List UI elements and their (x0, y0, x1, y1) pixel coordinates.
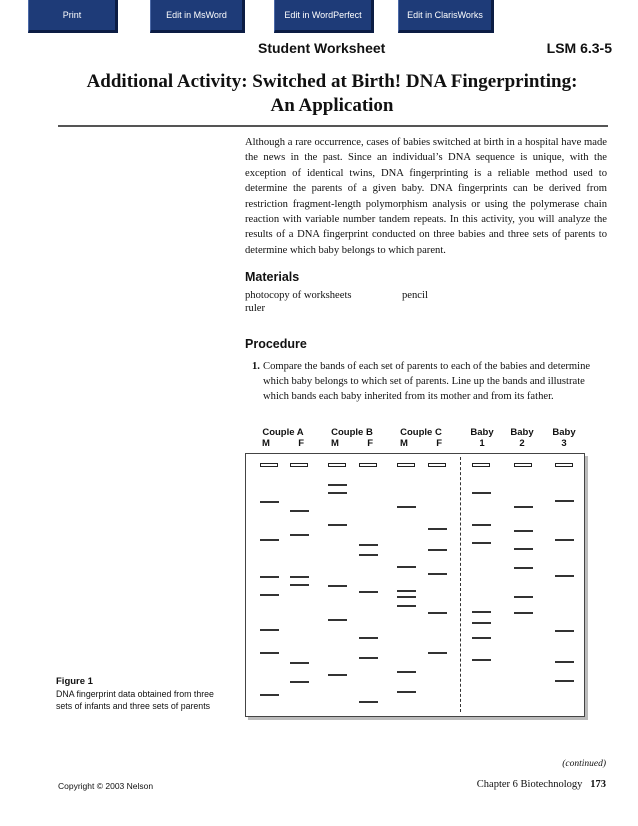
gel-well (428, 463, 446, 467)
group-name: Couple A (262, 427, 304, 438)
step-number: 1. (252, 361, 260, 372)
dna-band (397, 596, 416, 598)
dna-band (514, 612, 533, 614)
dna-band (428, 612, 447, 614)
dna-band (359, 701, 378, 703)
dna-band (428, 549, 447, 551)
dna-band (555, 539, 574, 541)
lane-label: 2 (519, 438, 525, 449)
group-name: Baby (552, 427, 576, 438)
dna-band (472, 622, 491, 624)
dna-band (260, 501, 279, 503)
dna-band (328, 619, 347, 621)
dna-band (290, 510, 309, 512)
material-item: photocopy of worksheets (245, 290, 352, 301)
dna-band (555, 630, 574, 632)
dna-band (359, 544, 378, 546)
worksheet-label: Student Worksheet (258, 40, 386, 56)
dna-band (472, 542, 491, 544)
figure-caption (56, 676, 216, 712)
dna-band (359, 591, 378, 593)
dna-band (555, 680, 574, 682)
column-group-label (256, 427, 310, 449)
materials-heading: Materials (245, 270, 300, 284)
dna-band (514, 506, 533, 508)
group-name: Couple B (331, 427, 373, 438)
dna-band (260, 594, 279, 596)
dna-fingerprint-gel (245, 453, 585, 717)
dna-band (260, 576, 279, 578)
column-group-label (506, 427, 538, 449)
dna-band (260, 539, 279, 541)
lane-label: F (436, 438, 442, 449)
dna-band (328, 585, 347, 587)
dna-band (397, 590, 416, 592)
dna-band (555, 500, 574, 502)
dna-band (260, 629, 279, 631)
step-text: Compare the bands of each set of parents to each of the babies and determine which baby belongs to which set of parents. Line up the bands and illustrate which bands each baby inherited from its mother and from its father. (263, 361, 591, 402)
column-group-label (325, 427, 379, 449)
dna-band (472, 637, 491, 639)
title-divider (58, 125, 608, 127)
gel-well (260, 463, 278, 467)
dna-band (290, 681, 309, 683)
lane-label: F (298, 438, 304, 449)
page-footer (477, 779, 606, 790)
dna-band (359, 637, 378, 639)
dna-band (397, 605, 416, 607)
dna-band (260, 694, 279, 696)
dna-band (328, 674, 347, 676)
edit-wordperfect-button[interactable]: Edit in WordPerfect (274, 0, 374, 33)
dna-band (428, 528, 447, 530)
dna-band (514, 548, 533, 550)
dna-band (397, 671, 416, 673)
gel-well (514, 463, 532, 467)
gel-well (555, 463, 573, 467)
dna-band (428, 652, 447, 654)
dna-band (290, 584, 309, 586)
intro-paragraph: Although a rare occurrence, cases of babies switched at birth in a hospital have made the news in the past. Since an individual’s DNA sequence is unique, with the exception of identical twins, DNA fingerprinting is a reliable method used to determine the parents of a given baby. DNA fingerprints can be derived from restriction fragment-length polymorphism analysis or using the polymerase chain reaction with variable number tandem repeats. In this activity, you will analyze the results of a DNA fingerprint conducted on three babies and three sets of parents to determine which baby belongs to which parent. (245, 137, 607, 256)
lane-label: 3 (561, 438, 567, 449)
dna-band (359, 554, 378, 556)
dna-band (328, 524, 347, 526)
lane-label: M (331, 438, 339, 449)
dna-band (397, 566, 416, 568)
dna-band (290, 662, 309, 664)
dna-band (472, 524, 491, 526)
column-group-label (394, 427, 448, 449)
material-item: pencil (402, 290, 428, 301)
dna-band (555, 661, 574, 663)
figure-caption-text: DNA fingerprint data obtained from three sets of infants and three sets of parents (56, 689, 214, 711)
gel-well (328, 463, 346, 467)
material-item: ruler (245, 303, 265, 314)
dna-band (397, 691, 416, 693)
figure-label: Figure 1 (56, 676, 93, 687)
edit-clarisworks-button[interactable]: Edit in ClarisWorks (398, 0, 494, 33)
dna-band (397, 506, 416, 508)
title-line-1: Additional Activity: Switched at Birth! DNA Fingerprinting: (86, 71, 578, 92)
column-group-label (548, 427, 580, 449)
group-name: Baby (510, 427, 534, 438)
gel-well (290, 463, 308, 467)
dna-band (290, 534, 309, 536)
dna-band (359, 657, 378, 659)
lane-label: M (400, 438, 408, 449)
print-button[interactable]: Print (28, 0, 118, 33)
dna-band (472, 659, 491, 661)
title-line-2: An Application (270, 95, 394, 116)
page-number: 173 (590, 779, 606, 790)
dna-band (514, 530, 533, 532)
column-group-label (466, 427, 498, 449)
lane-label: F (367, 438, 373, 449)
dna-band (328, 492, 347, 494)
edit-msword-button[interactable]: Edit in MsWord (150, 0, 245, 33)
lane-label: M (262, 438, 270, 449)
lane-label: 1 (479, 438, 485, 449)
group-name: Baby (470, 427, 494, 438)
worksheet-code: LSM 6.3-5 (546, 40, 612, 56)
chapter-label: Chapter 6 Biotechnology (476, 779, 583, 790)
dna-band (290, 576, 309, 578)
dna-band (514, 567, 533, 569)
dna-band (260, 652, 279, 654)
gel-well (397, 463, 415, 467)
gel-well (472, 463, 490, 467)
page-title (58, 70, 606, 118)
dna-band (514, 596, 533, 598)
gel-well (359, 463, 377, 467)
dna-band (555, 575, 574, 577)
procedure-heading: Procedure (245, 337, 307, 351)
dna-band (472, 611, 491, 613)
continued-note: (continued) (562, 759, 606, 769)
dna-band (428, 573, 447, 575)
copyright: Copyright © 2003 Nelson (58, 781, 154, 791)
group-name: Couple C (400, 427, 442, 438)
lane-separator (460, 457, 461, 712)
dna-band (328, 484, 347, 486)
dna-band (472, 492, 491, 494)
